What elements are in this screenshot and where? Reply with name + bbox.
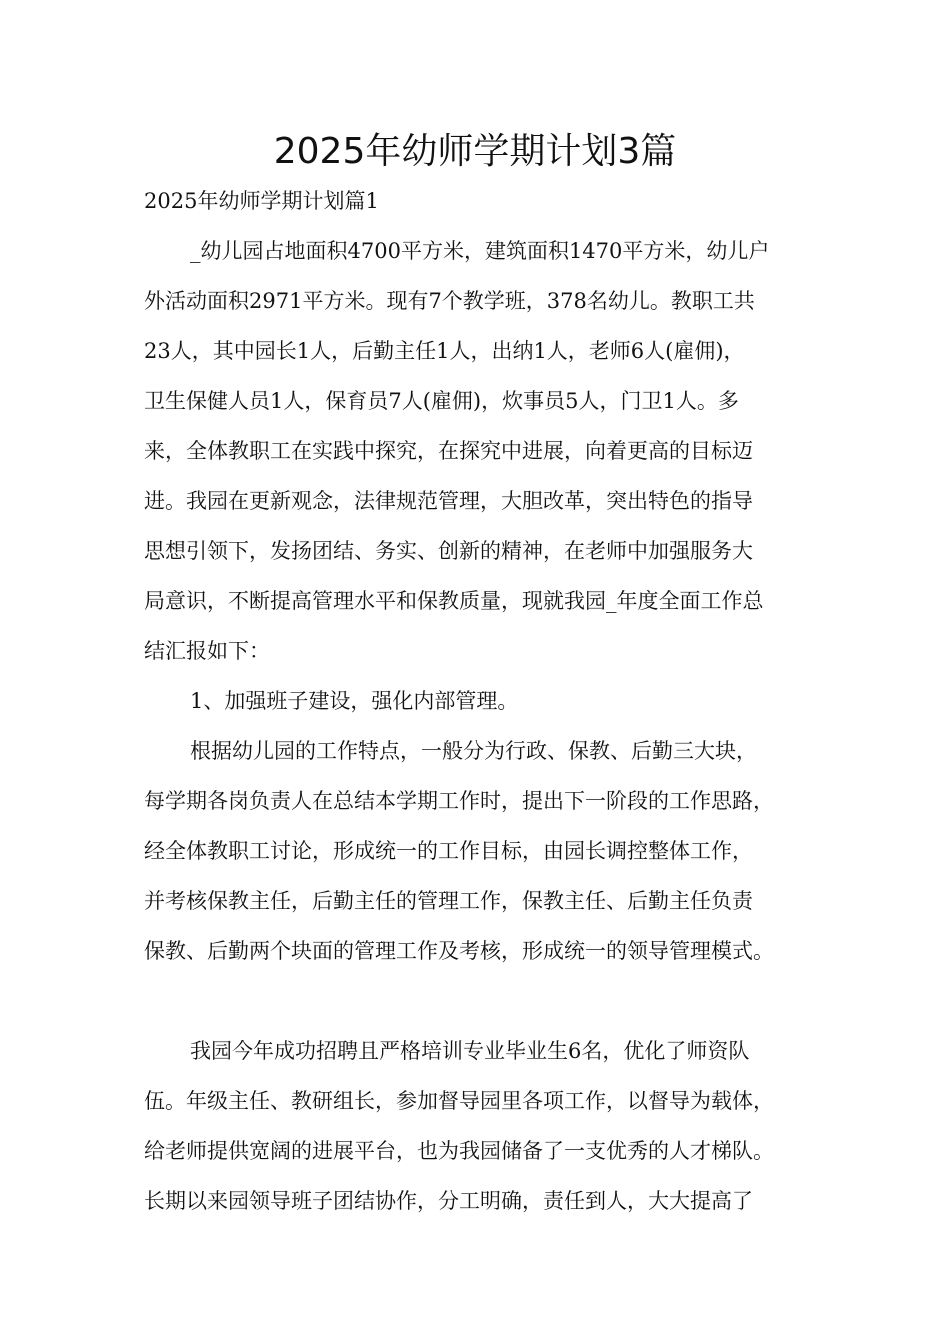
text-line: 来，全体教职工在实践中探究，在探究中进展，向着更高的目标迈 [144,439,753,463]
text-line: 伍。年级主任、教研组长，参加督导园里各项工作，以督导为载体， [144,1089,774,1113]
text-line: 我园今年成功招聘且严格培训专业毕业生6名，优化了师资队 [190,1039,750,1063]
text-line: 卫生保健人员1人，保育员7人(雇佣)，炊事员5人，门卫1人。多 [144,389,739,413]
text-line: 局意识，不断提高管理水平和保教质量，现就我园_年度全面工作总 [144,589,764,613]
text-line: 外活动面积2971平方米。现有7个教学班，378名幼儿。教职工共 [144,289,755,313]
text-line: 思想引领下，发扬团结、务实、创新的精神，在老师中加强服务大 [144,539,753,563]
text-line: 根据幼儿园的工作特点，一般分为行政、保教、后勤三大块， [190,739,757,763]
section-heading: 2025年幼师学期计划篇1 [144,189,379,213]
text-line: _幼儿园占地面积4700平方米，建筑面积1470平方米，幼儿户 [190,239,770,263]
text-line: 进。我园在更新观念，法律规范管理，大胆改革，突出特色的指导 [144,489,753,513]
text-line: 给老师提供宽阔的进展平台，也为我园储备了一支优秀的人才梯队。 [144,1139,774,1163]
text-line: 并考核保教主任，后勤主任的管理工作，保教主任、后勤主任负责 [144,889,753,913]
text-line: 结汇报如下： [144,639,270,663]
text-line: 每学期各岗负责人在总结本学期工作时，提出下一阶段的工作思路， [144,789,774,813]
text-line: 长期以来园领导班子团结协作，分工明确，责任到人，大大提高了 [144,1189,753,1213]
text-line: 经全体教职工讨论，形成统一的工作目标，由园长调控整体工作， [144,839,753,863]
numbered-heading: 1、加强班子建设，强化内部管理。 [190,689,519,713]
text-line: 23人，其中园长1人，后勤主任1人，出纳1人，老师6人(雇佣)， [144,339,745,363]
text-line: 保教、后勤两个块面的管理工作及考核，形成统一的领导管理模式。 [144,939,774,963]
document-title: 2025年幼师学期计划3篇 [273,131,677,172]
